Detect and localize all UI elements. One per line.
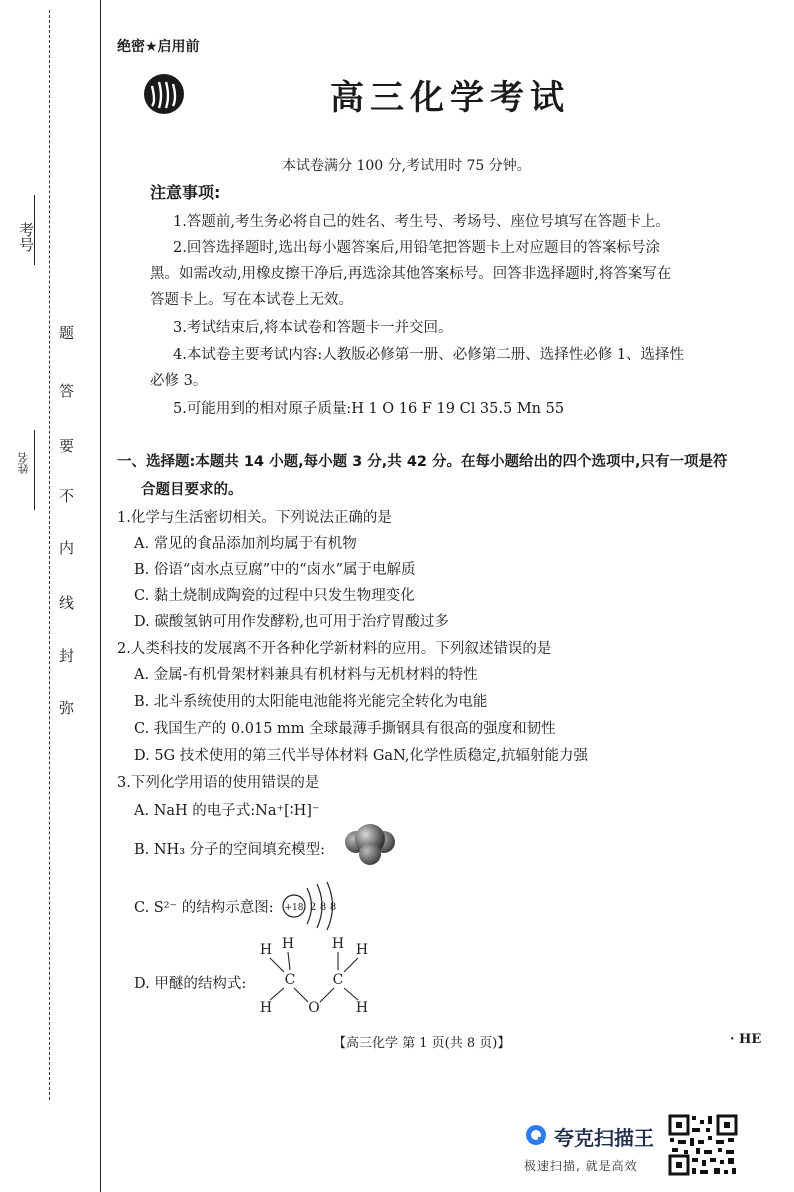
question-option: A. 常见的食品添加剂均属于有机物 xyxy=(134,536,357,552)
nh3-space-filling-model xyxy=(340,822,400,868)
qr-code-icon xyxy=(668,1114,738,1176)
scanner-brand-tagline: 极速扫描, 就是高效 xyxy=(524,1159,638,1173)
section-heading: 一、选择题:本题共 14 小题,每小题 3 分,共 42 分。在每小题给出的四个选项中,只有一项是符 xyxy=(117,454,728,470)
question-option: C. 我国生产的 0.015 mm 全球最薄手撕钢具有很高的强度和韧性 xyxy=(134,721,556,737)
full-mark-text: 本试卷满分 100 分,考试用时 75 分钟。 xyxy=(282,158,531,174)
atom-label: H xyxy=(355,1000,369,1016)
notice-heading: 注意事项: xyxy=(150,183,221,202)
question-option: D. 碳酸氢钠可用作发酵粉,也可用于治疗胃酸过多 xyxy=(134,614,449,630)
question-option: A. 金属-有机骨架材料兼具有机材料与无机材料的特性 xyxy=(134,667,478,683)
scanner-brand-name: 夸克扫描王 xyxy=(554,1126,654,1150)
atom-label: H xyxy=(331,936,345,952)
seal-word: 线 xyxy=(57,595,75,610)
question-option: B. NH₃ 分子的空间填充模型: xyxy=(134,842,326,858)
seal-word: 弥 xyxy=(57,700,75,715)
seal-word: 答 xyxy=(57,383,75,398)
atom-label: H xyxy=(281,936,295,952)
atom-label: O xyxy=(308,1000,320,1016)
secret-mark: 绝密★启用前 xyxy=(117,39,200,55)
notice-line: 4.本试卷主要考试内容:人教版必修第一册、必修第二册、选择性必修 1、选择性 xyxy=(173,347,685,363)
notice-line: 必修 3。 xyxy=(150,373,208,389)
atom-label: C xyxy=(284,972,296,988)
page-footer: 【高三化学 第 1 页(共 8 页)】 xyxy=(333,1036,511,1051)
shell-count: 8 xyxy=(319,902,327,913)
exam-logo-icon xyxy=(142,72,186,116)
footer-code: · HE xyxy=(730,1032,762,1047)
page-title: 高三化学考试 xyxy=(330,78,570,118)
seal-word: 不 xyxy=(57,488,75,503)
shell-count: 8 xyxy=(329,902,337,913)
notice-line: 5.可能用到的相对原子质量:H 1 O 16 F 19 Cl 35.5 Mn 55 xyxy=(173,401,565,417)
exam-no-label: 考号 xyxy=(17,222,35,252)
notice-line: 2.回答选择题时,选出每小题答案后,用铅笔把答题卡上对应题目的答案标号涂 xyxy=(173,240,661,256)
question-option: C. S²⁻ 的结构示意图: xyxy=(134,900,274,916)
question-stem: 3.下列化学用语的使用错误的是 xyxy=(117,775,320,791)
question-option: C. 黏土烧制成陶瓷的过程中只发生物理变化 xyxy=(134,588,415,604)
question-stem: 2.人类科技的发展离不开各种化学新材料的应用。下列叙述错误的是 xyxy=(117,641,552,657)
dimethyl-ether-structural-formula xyxy=(254,934,374,1018)
seal-word: 内 xyxy=(57,540,75,555)
atom-label: C xyxy=(332,972,344,988)
seal-word: 题 xyxy=(57,325,75,340)
question-option: B. 俗语“卤水点豆腐”中的“卤水”属于电解质 xyxy=(134,562,416,578)
question-stem: 1.化学与生活密切相关。下列说法正确的是 xyxy=(117,510,392,526)
atom-label: H xyxy=(259,942,273,958)
nucleus-charge: +18 xyxy=(284,903,304,913)
seal-word: 封 xyxy=(57,648,75,663)
section-heading-cont: 合题目要求的。 xyxy=(141,482,243,498)
name-mark: 姓名 xyxy=(17,452,30,474)
notice-line: 黑。如需改动,用橡皮擦干净后,再选涂其他答案标号。回答非选择题时,将答案写在 xyxy=(150,266,672,282)
question-option: A. NaH 的电子式:Na⁺[∶H]⁻ xyxy=(134,803,320,819)
atom-label: H xyxy=(355,942,369,958)
question-option: D. 甲醚的结构式: xyxy=(134,976,247,992)
question-option: B. 北斗系统使用的太阳能电池能将光能完全转化为电能 xyxy=(134,694,488,710)
seal-dashed-line xyxy=(49,10,50,1100)
notice-line: 答题卡上。写在本试卷上无效。 xyxy=(150,292,353,308)
margin-border-line xyxy=(100,0,101,1192)
s2-ion-structure-diagram xyxy=(280,880,342,932)
shell-count: 2 xyxy=(309,902,317,913)
seal-word: 要 xyxy=(57,438,75,453)
atom-label: H xyxy=(259,1000,273,1016)
notice-line: 1.答题前,考生务必将自己的姓名、考生号、考场号、座位号填写在答题卡上。 xyxy=(173,214,670,230)
question-option: D. 5G 技术使用的第三代半导体材料 GaN,化学性质稳定,抗辐射能力强 xyxy=(134,748,589,764)
quark-scanner-logo-icon xyxy=(524,1123,548,1147)
name-underline xyxy=(34,430,35,510)
notice-line: 3.考试结束后,将本试卷和答题卡一并交回。 xyxy=(173,320,453,336)
